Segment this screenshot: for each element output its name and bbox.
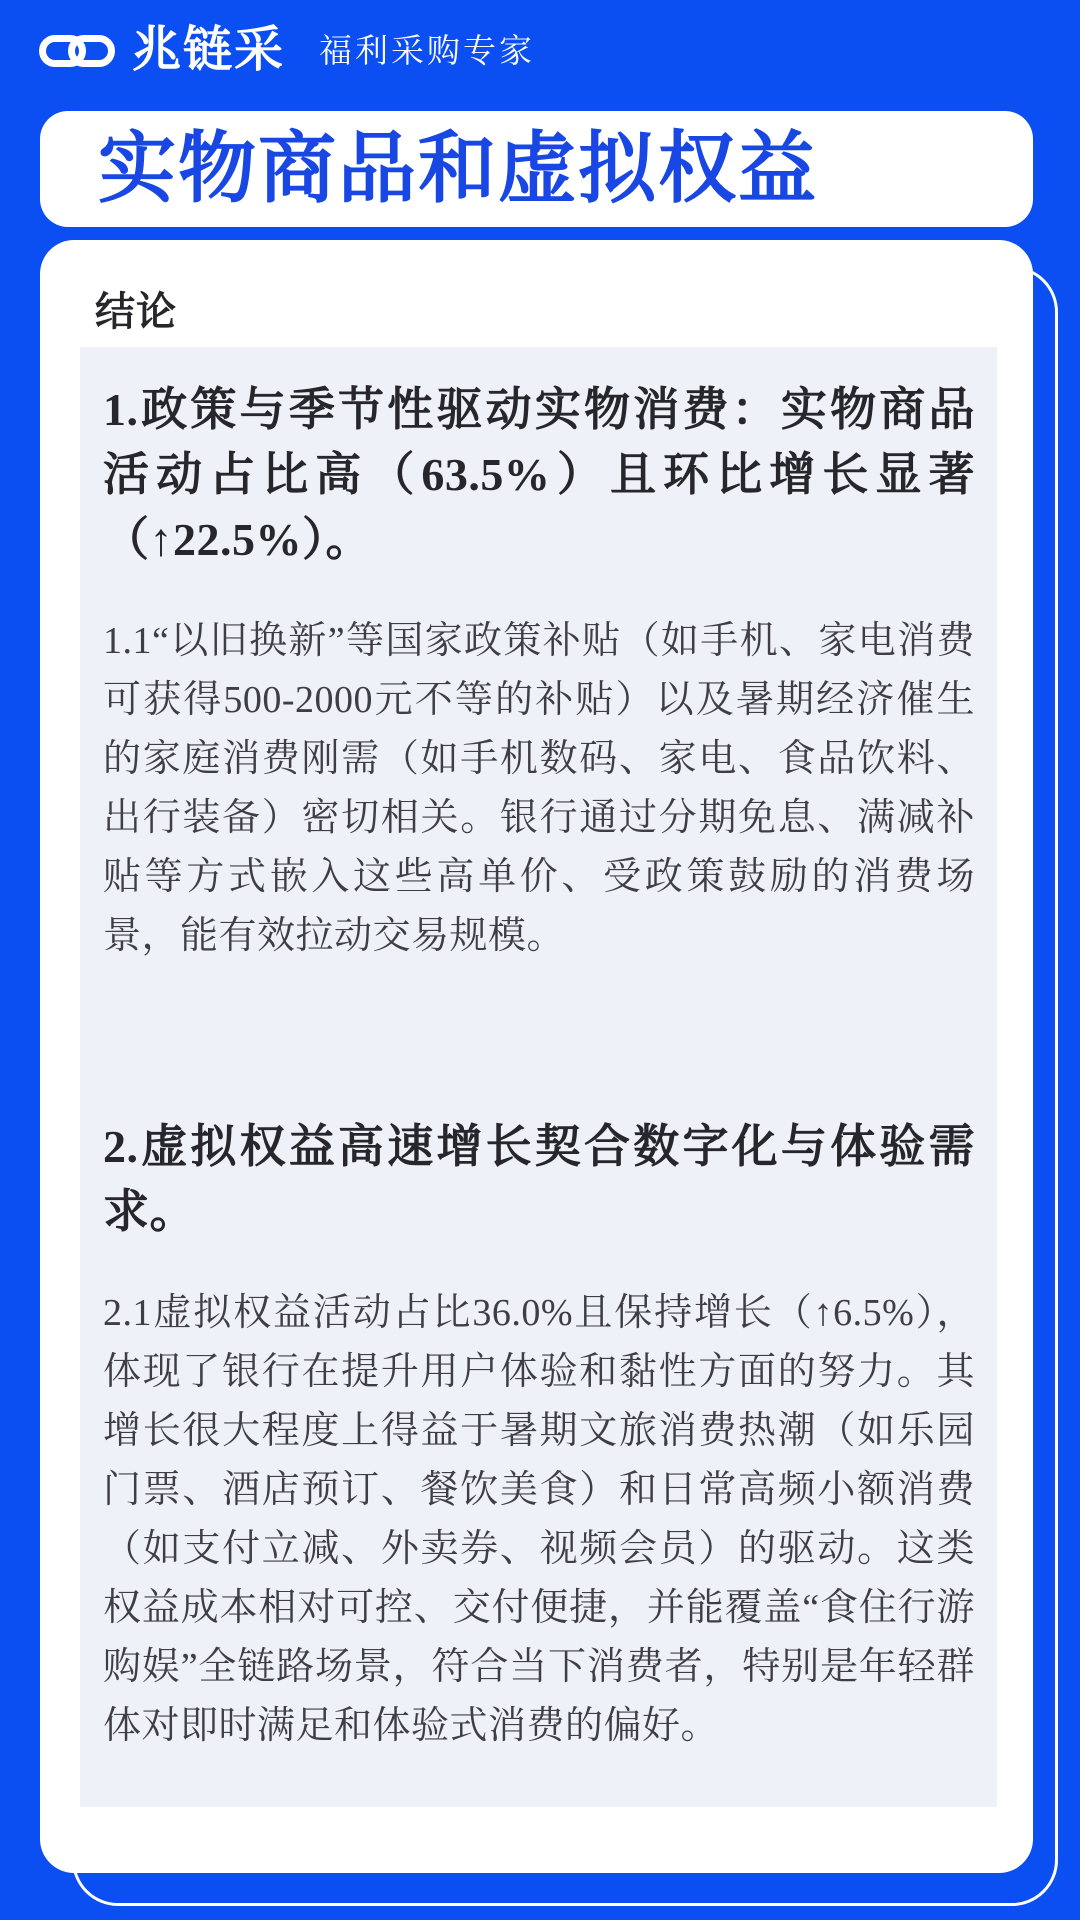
section-2-body: 2.1虚拟权益活动占比36.0%且保持增长（↑6.5%），体现了银行在提升用户体验和黏性方面的努力。其增长很大程度上得益于暑期文旅消费热潮（如乐园门票、酒店预订、餐饮美食）和日常高频小额消费（如支付立减、外卖券、视频会员）的驱动。这类权益成本相对可控、交付便捷，并能覆盖“食住行游购娱”全链路场景，符合当下消费者，特别是年轻群体对即时满足和体验式消费的偏好。 (103, 1292, 975, 1747)
brand-logo-text: 兆链采 (132, 23, 286, 77)
page-title: 实物商品和虚拟权益 (98, 125, 819, 212)
section-1-heading: 1.政策与季节性驱动实物消费：实物商品活动占比高（63.5%）且环比增长显著（↑22.5%）。 (103, 384, 975, 565)
section-2-heading: 2.虚拟权益高速增长契合数字化与体验需求。 (103, 1121, 975, 1237)
title-card (40, 111, 1033, 227)
conclusion-section-2 (103, 1114, 975, 1756)
section-1-body: 1.1“以旧换新”等国家政策补贴（如手机、家电消费可获得500-2000元不等的补贴）以及暑期经济催生的家庭消费刚需（如手机数码、家电、食品饮料、出行装备）密切相关。银行通过分期免息、满减补贴等方式嵌入这些高单价、受政策鼓励的消费场景，能有效拉动交易规模。 (103, 620, 975, 957)
brand-header (38, 23, 536, 77)
conclusion-section-1 (103, 377, 975, 966)
content-card (40, 240, 1033, 1873)
conclusion-label: 结论 (95, 289, 177, 334)
brand-tagline: 福利采购专家 (319, 32, 536, 69)
conclusion-panel (80, 347, 997, 1807)
chain-links-icon (38, 28, 116, 74)
